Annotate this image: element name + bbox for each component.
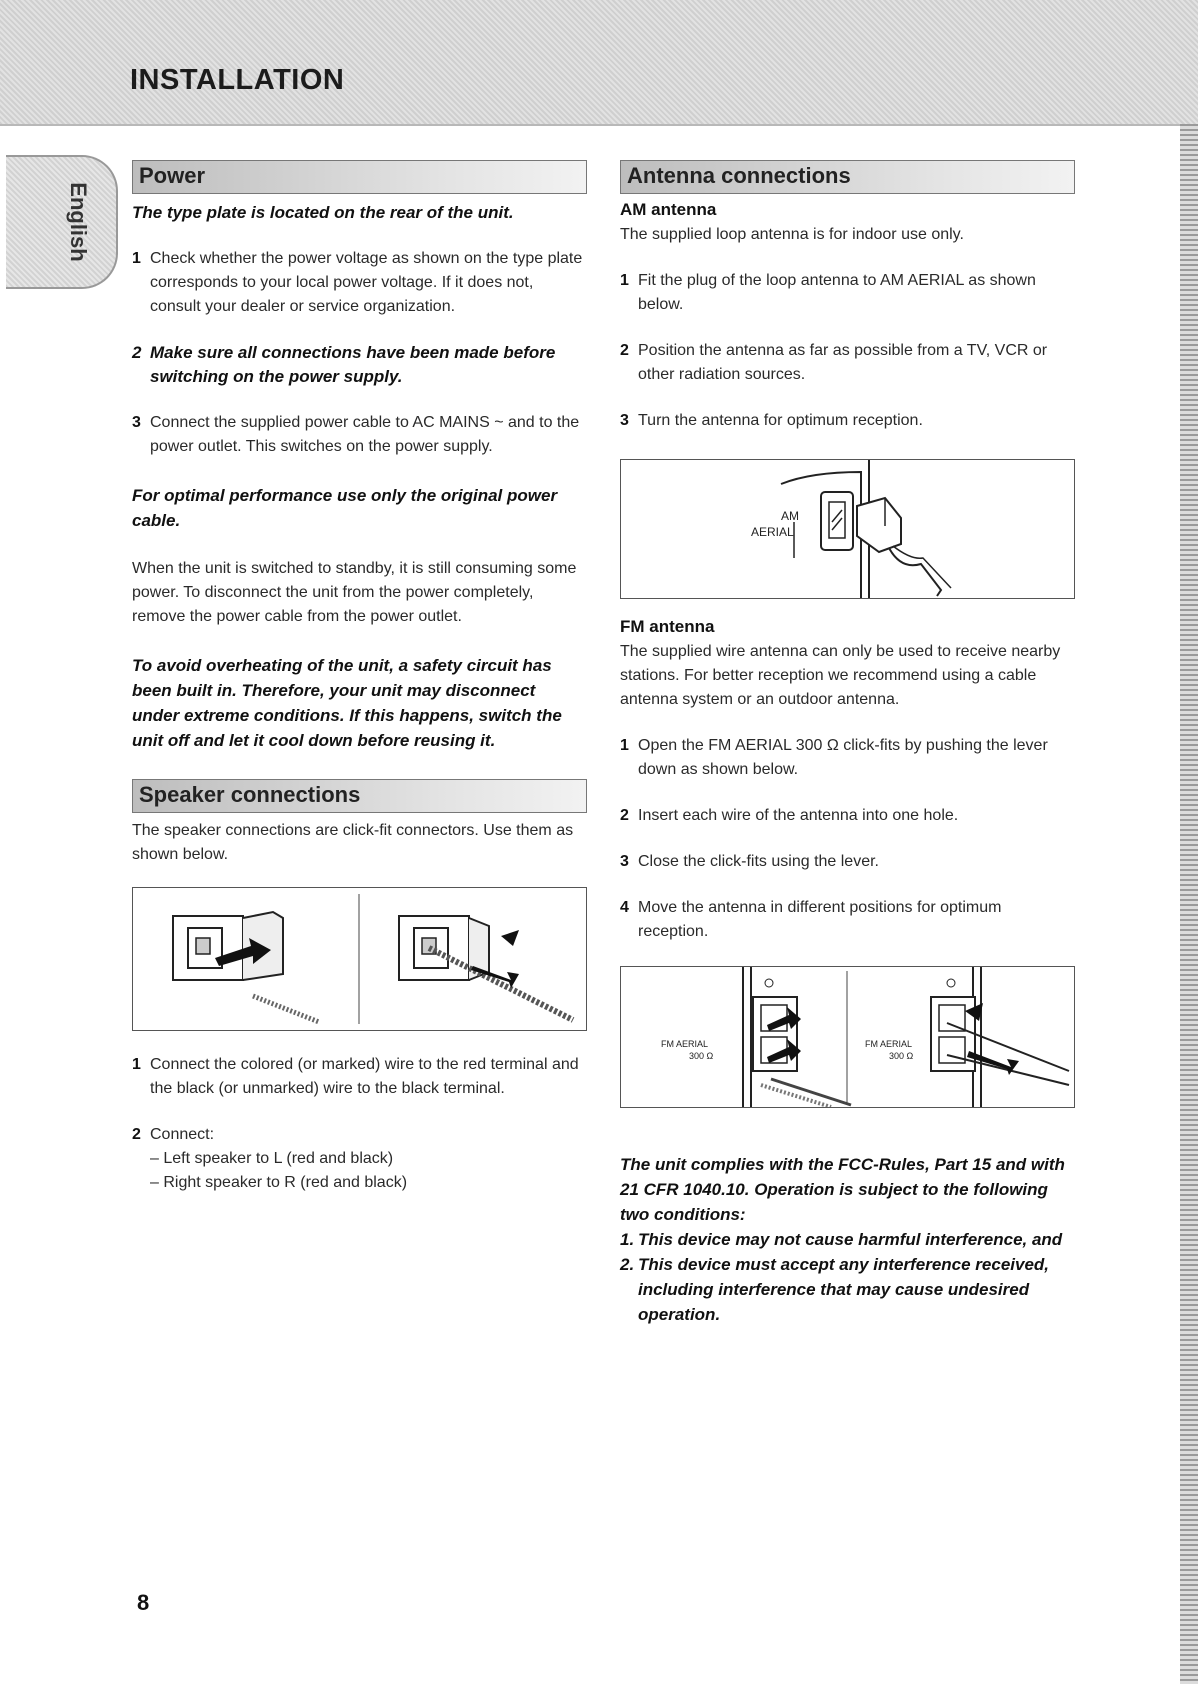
power-step — [132, 247, 587, 319]
step-text: Check whether the power voltage as shown on the type plate corresponds to your local power voltage. If it does not, consult your dealer or service organization. — [150, 250, 583, 315]
step-number: 2 — [620, 342, 629, 359]
speaker-heading: Speaker connections — [139, 782, 361, 807]
fm-step — [620, 850, 1075, 874]
am-step — [620, 269, 1075, 317]
power-section-header — [132, 160, 587, 194]
speaker-steps — [132, 1053, 587, 1147]
step-number: 3 — [132, 414, 141, 431]
step-number: 1 — [620, 737, 629, 754]
standby-text: When the unit is switched to standby, it is still consuming some power. To disconnect the unit from the power completely, remove the power cable from the power outlet. — [132, 560, 577, 625]
step-text: Insert each wire of the antenna into one hole. — [638, 807, 959, 824]
antenna-heading: Antenna connections — [627, 163, 851, 188]
step-text: Turn the antenna for optimum reception. — [638, 412, 923, 429]
speaker-section-header — [132, 779, 587, 813]
step-number: 1 — [620, 272, 629, 289]
step-text: Position the antenna as far as possible from a TV, VCR or other radiation sources. — [638, 342, 1048, 383]
power-step — [132, 341, 587, 389]
fm-aerial-label-right: FM AERIAL — [865, 1039, 913, 1049]
step-text: Connect the supplied power cable to AC MAINS ~ and to the power outlet. This switches on the power supply. — [150, 414, 580, 455]
power-heading: Power — [139, 163, 206, 188]
condition-text: This device may not cause harmful interference, and — [638, 1230, 1063, 1249]
step-number: 4 — [620, 899, 629, 916]
speaker-step — [132, 1123, 587, 1147]
step-text: Move the antenna in different positions for optimum reception. — [638, 899, 1002, 940]
step-number: 2 — [132, 1126, 141, 1143]
speaker-intro: The speaker connections are click-fit connectors. Use them as shown below. — [132, 822, 574, 863]
step-number: 1 — [132, 1056, 141, 1073]
am-step — [620, 339, 1075, 387]
fcc-condition — [620, 1227, 1075, 1252]
fm-steps — [620, 734, 1075, 944]
am-antenna-illustration — [621, 460, 1074, 598]
condition-number: 1. — [620, 1230, 635, 1249]
step-number: 1 — [132, 250, 141, 267]
page-number: 8 — [137, 1590, 150, 1615]
fm-antenna-illustration — [621, 967, 1074, 1107]
fcc-statement: The unit complies with the FCC-Rules, Part 15 and with 21 CFR 1040.10. Operation is subject to the following two conditions: — [620, 1155, 1065, 1224]
fm-antenna-title: FM antenna — [620, 617, 715, 636]
speaker-connection-figure — [132, 887, 587, 1031]
language-tab — [6, 155, 118, 289]
fm-step — [620, 734, 1075, 782]
fm-antenna-figure — [620, 966, 1075, 1108]
fm-antenna-intro: The supplied wire antenna can only be used to receive nearby stations. For better reception we recommend using a cable antenna system or an outdoor antenna. — [620, 643, 1061, 708]
fcc-compliance — [620, 1152, 1075, 1327]
am-label: AM — [781, 509, 799, 523]
am-step — [620, 409, 1075, 433]
left-column — [132, 160, 587, 1195]
page-header — [0, 0, 1198, 126]
aerial-label: AERIAL — [751, 525, 794, 539]
step-text: Connect: — [150, 1126, 215, 1143]
overheat-note: To avoid overheating of the unit, a safety circuit has been built in. Therefore, your unit may disconnect under extreme conditions. If this happens, switch the unit off and let it cool down before reusing it. — [132, 656, 562, 750]
speaker-connection-illustration — [133, 888, 586, 1030]
right-column — [620, 160, 1075, 1327]
list-item: – Right speaker to R (red and black) — [150, 1174, 408, 1191]
fm-aerial-label-left: FM AERIAL — [661, 1039, 709, 1049]
step-text: Open the FM AERIAL 300 Ω click-fits by pushing the lever down as shown below. — [638, 737, 1048, 778]
step-number: 3 — [620, 853, 629, 870]
power-step — [132, 411, 587, 459]
fm-step — [620, 804, 1075, 828]
am-antenna-title: AM antenna — [620, 200, 717, 219]
condition-text: This device must accept any interference received, including interference that may cause undesired operation. — [638, 1255, 1050, 1324]
fm-ohms-label-left: 300 Ω — [689, 1051, 714, 1061]
step-number: 2 — [132, 343, 142, 362]
step-number: 2 — [620, 807, 629, 824]
fm-ohms-label-right: 300 Ω — [889, 1051, 914, 1061]
power-cable-note: For optimal performance use only the original power cable. — [132, 486, 558, 530]
page-edge-scan — [1180, 124, 1198, 1684]
page-title: INSTALLATION — [130, 64, 345, 96]
condition-number: 2. — [620, 1255, 635, 1274]
language-tab-label: English — [66, 182, 91, 262]
speaker-connect-list — [132, 1147, 587, 1195]
step-text: Fit the plug of the loop antenna to AM AERIAL as shown below. — [638, 272, 1036, 313]
speaker-step — [132, 1053, 587, 1101]
am-antenna-intro: The supplied loop antenna is for indoor use only. — [620, 226, 964, 243]
step-text: Close the click-fits using the lever. — [638, 853, 879, 870]
list-item: – Left speaker to L (red and black) — [150, 1150, 394, 1167]
am-antenna-figure — [620, 459, 1075, 599]
am-steps — [620, 269, 1075, 433]
antenna-section-header — [620, 160, 1075, 194]
power-intro: The type plate is located on the rear of the unit. — [132, 203, 514, 222]
step-number: 3 — [620, 412, 629, 429]
fcc-condition — [620, 1252, 1075, 1327]
fm-step — [620, 896, 1075, 944]
step-text: Connect the colored (or marked) wire to the red terminal and the black (or unmarked) wire to the black terminal. — [150, 1056, 579, 1097]
power-steps — [132, 247, 587, 459]
step-text: Make sure all connections have been made before switching on the power supply. — [150, 343, 556, 386]
